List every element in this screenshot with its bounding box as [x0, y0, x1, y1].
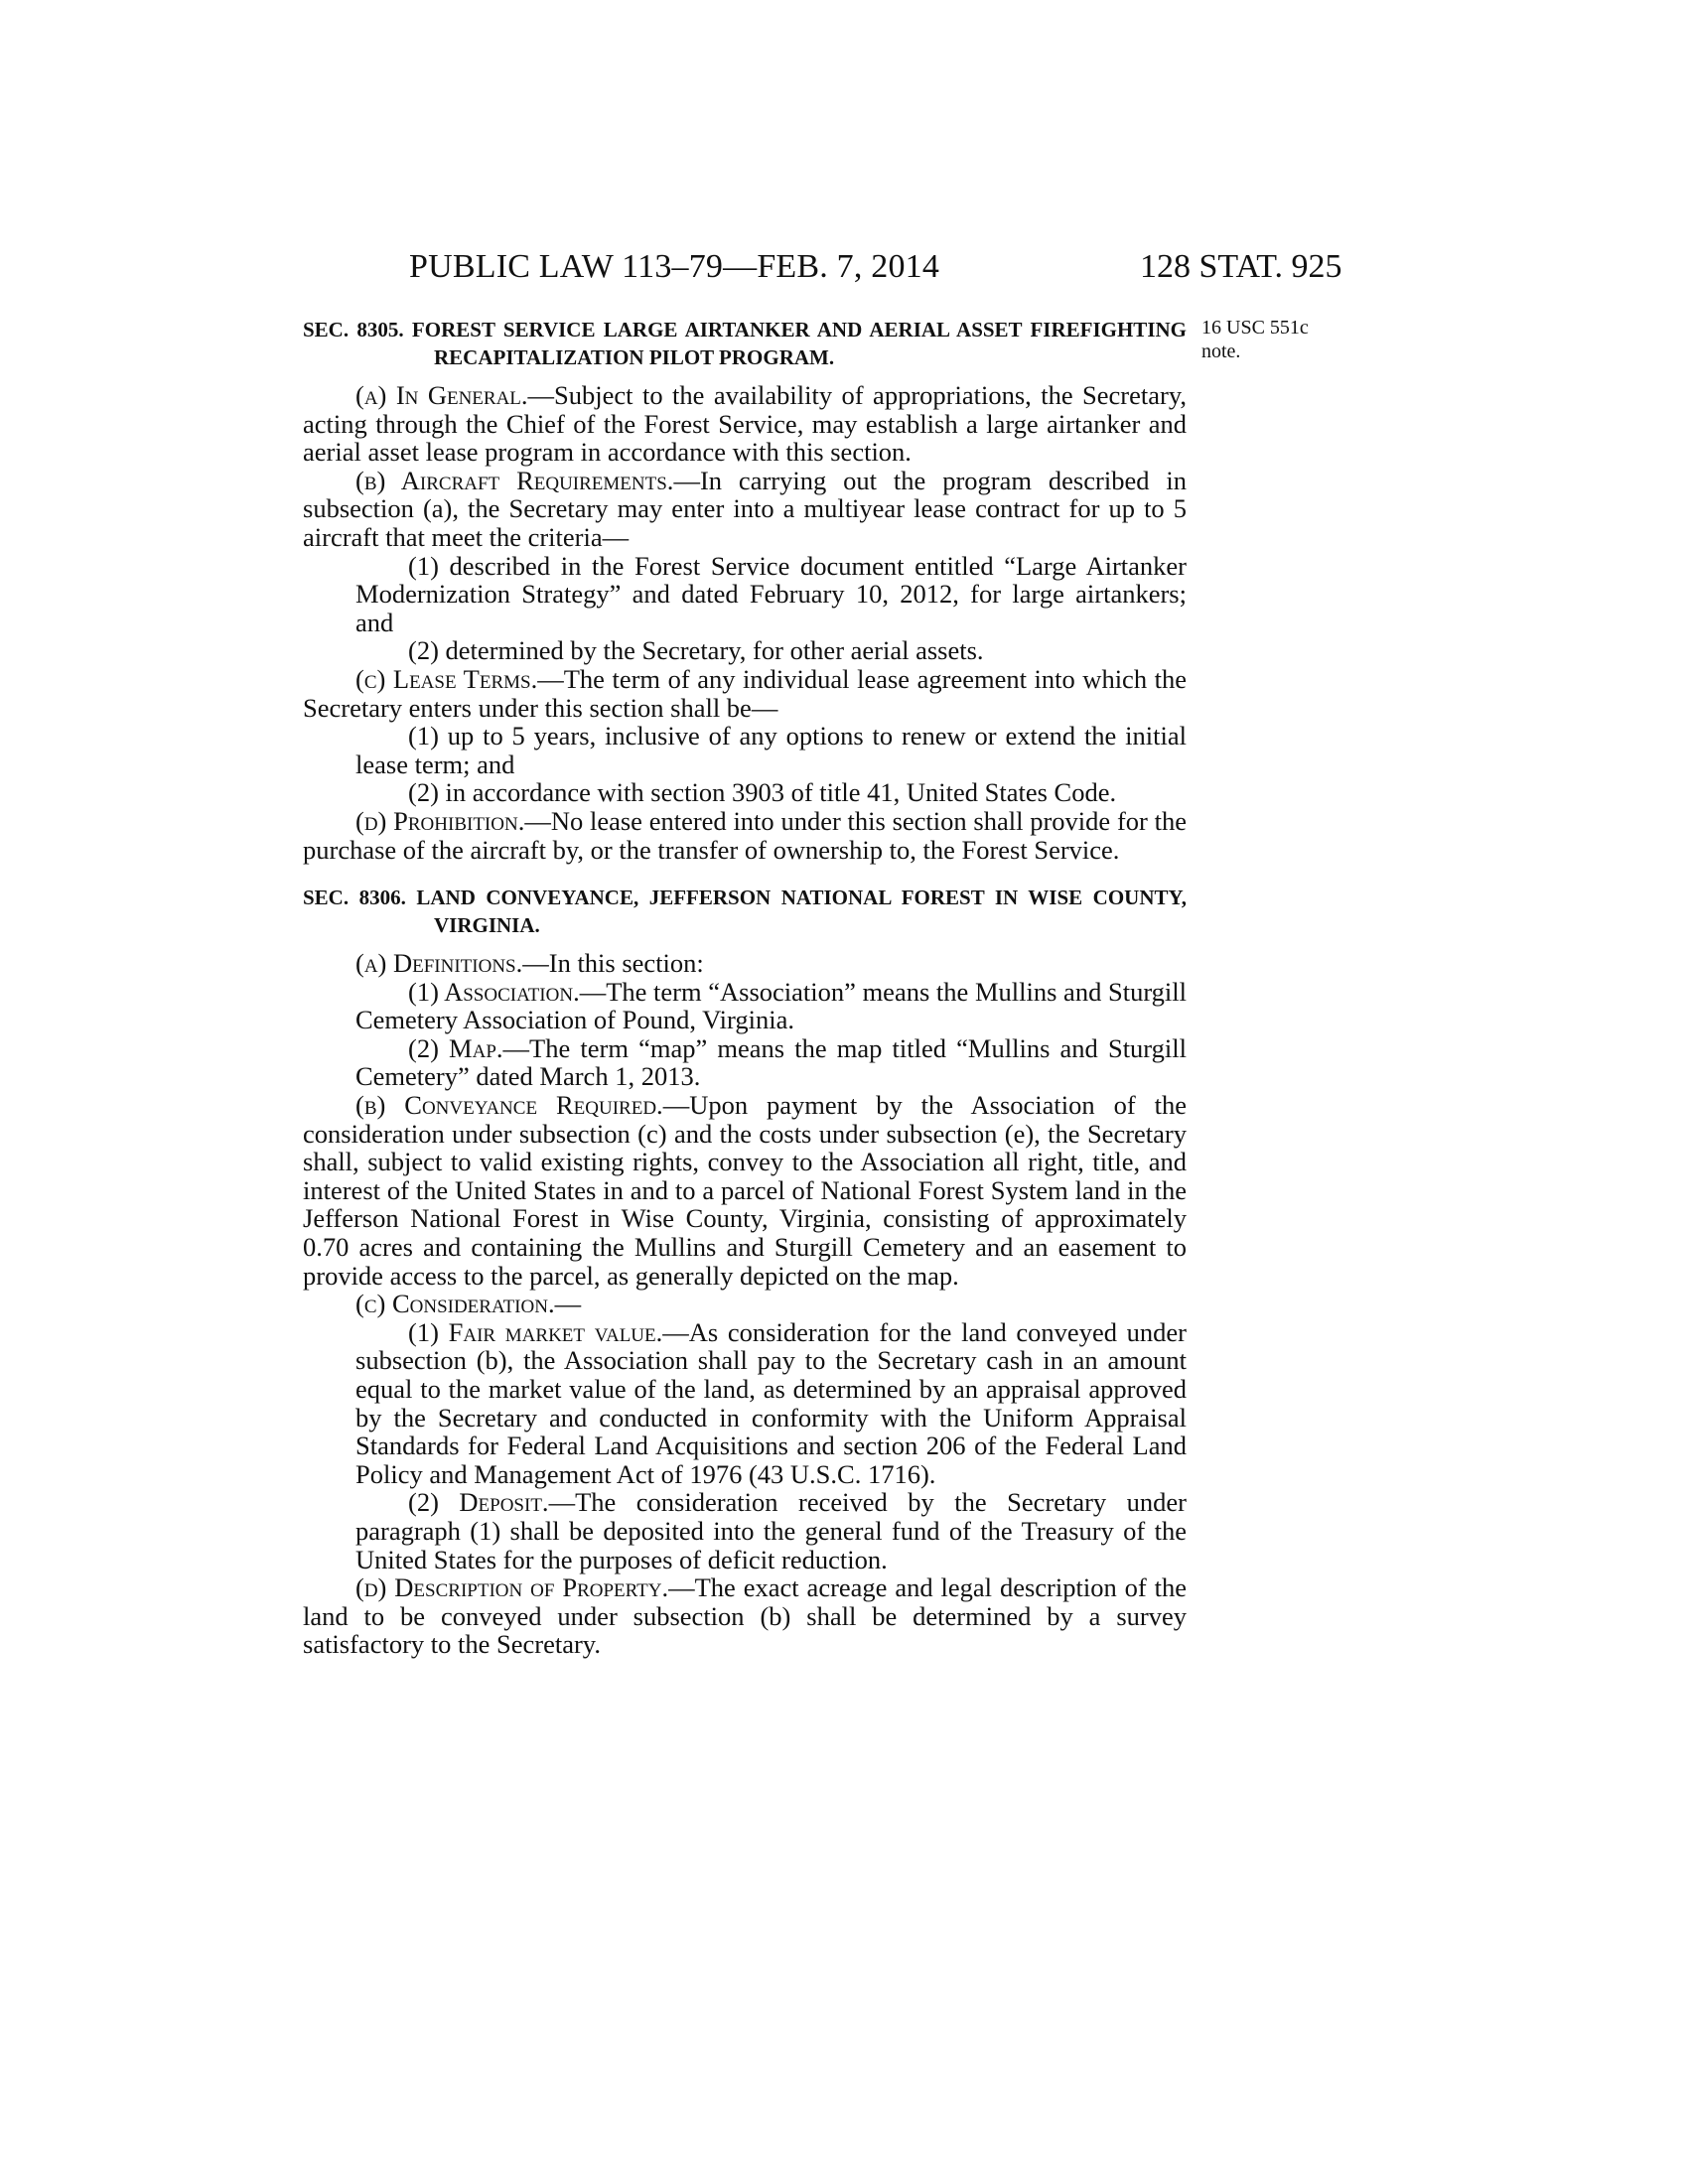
sec8306-subsection-a — [303, 949, 1187, 978]
margin-note-label: note. — [1201, 341, 1241, 362]
sec8306-paragraph-a1 — [303, 978, 1187, 1034]
sec8306-c1-heading: (1) Fair market value. — [408, 1316, 663, 1347]
sec8305-paragraph-c1: (1) up to 5 years, inclusive of any options to renew or extend the initial lease term; and — [355, 721, 1187, 779]
sec8306-paragraph-c2 — [303, 1488, 1187, 1573]
sec8305-d-heading: (d) Prohibition. — [355, 805, 525, 836]
section-8306-heading: SEC. 8306. LAND CONVEYANCE, JEFFERSON NATIONAL FOREST IN WISE COUNTY, VIRGINIA. — [303, 886, 1187, 938]
margin-note-cite: 16 USC 551c — [1201, 317, 1309, 339]
sec8306-a1-text: —The term “Association” means the Mullins and Sturgill Cemetery Association of Pound, Virginia. — [355, 976, 1187, 1035]
sec8306-subsection-b — [303, 1091, 1187, 1290]
section-8305-heading: SEC. 8305. FOREST SERVICE LARGE AIRTANKER AND AERIAL ASSET FIREFIGHTING RECAPITALIZATION PILOT PROGRAM. — [303, 318, 1187, 369]
sec8306-b-text: —Upon payment by the Association of the consideration under subsection (c) and the costs under subsection (e), the Secretary shall, subject to valid existing rights, convey to the Association all right, title, and interest of the United States in and to a parcel of National Forest System land in the Jefferson National Forest in Wise County, Virginia, consisting of approximately 0.70 acres and containing the Mullins and Sturgill Cemetery and an easement to provide access to the parcel, as generally depicted on the map. — [303, 1090, 1188, 1291]
sec8306-b-heading: (b) Conveyance Required. — [355, 1090, 663, 1121]
sec8305-b-text: —In carrying out the program described in subsection (a), the Secretary may enter into a multiyear lease contract for up to 5 aircraft that meet the criteria— — [303, 465, 1187, 552]
sec8306-c1-text: —As consideration for the land conveyed under subsection (b), the Association shall pay to the Secretary cash in an amount equal to the market value of the land, as determined by an appraisal approved by the Secretary and conducted in conformity with the Uniform Appraisal Standards for Federal Land Acquisitions and section 206 of the Federal Land Policy and Management Act of 1976 (43 U.S.C. 1716). — [355, 1316, 1187, 1489]
sec8306-c2-heading: (2) Deposit. — [408, 1487, 549, 1518]
sec8306-c-text: — — [554, 1289, 582, 1319]
sec8306-paragraph-c1 — [303, 1318, 1187, 1489]
sec8305-subsection-b — [303, 467, 1187, 552]
sec8305-paragraph-b2: (2) determined by the Secretary, for other aerial assets. — [408, 635, 984, 666]
page-header-title: PUBLIC LAW 113–79—FEB. 7, 2014 — [409, 248, 940, 285]
sec8305-c-heading: (c) Lease Terms. — [355, 663, 538, 694]
sec8305-a-text: —Subject to the availability of appropriations, the Secretary, acting through the Chief of the Forest Service, may establish a large airtanker and aerial asset lease program in accordance with this section. — [303, 380, 1187, 468]
sec8305-subsection-c — [303, 665, 1187, 722]
sec8306-d-heading: (d) Description of Property. — [355, 1572, 669, 1603]
sec8305-a-heading: (a) In General. — [355, 380, 528, 410]
sec8305-paragraph-c2: (2) in accordance with section 3903 of title 41, United States Code. — [408, 777, 1117, 808]
sec8306-c-heading: (c) Consideration. — [355, 1289, 555, 1319]
sec8306-a-heading: (a) Definitions. — [355, 948, 523, 979]
sec8306-paragraph-a2 — [303, 1034, 1187, 1091]
page-number: 128 STAT. 925 — [1140, 248, 1342, 285]
sec8306-subsection-c — [303, 1290, 1187, 1318]
sec8306-c2-text: —The consideration received by the Secretary under paragraph (1) shall be deposited into the general fund of the Treasury of the United States for the purposes of deficit reduction. — [355, 1487, 1187, 1574]
sec8306-d-text: —The exact acreage and legal description of the land to be conveyed under subsection (b) shall be determined by a survey satisfactory to the Secretary. — [303, 1572, 1187, 1660]
sec8306-a-text: —In this section: — [522, 948, 704, 979]
sec8305-paragraph-b1: (1) described in the Forest Service document entitled “Large Airtanker Modernization Strategy” and dated February 10, 2012, for large airtankers; and — [355, 550, 1187, 637]
sec8305-subsection-d — [303, 807, 1187, 864]
sec8306-a2-text: —The term “map” means the map titled “Mullins and Sturgill Cemetery” dated March 1, 2013. — [355, 1032, 1187, 1092]
document-body — [303, 316, 1187, 1659]
sec8306-subsection-d — [303, 1573, 1187, 1659]
sec8305-subsection-a — [303, 381, 1187, 467]
sec8305-d-text: —No lease entered into under this section shall provide for the purchase of the aircraft by, or the transfer of ownership to, the Forest Service. — [303, 805, 1187, 865]
sec8305-b-heading: (b) Aircraft Requirements. — [355, 465, 674, 495]
margin-note — [1201, 316, 1350, 363]
sec8306-a1-heading: (1) Association. — [408, 976, 580, 1007]
sec8306-a2-heading: (2) Map. — [408, 1032, 503, 1063]
sec8305-c-text: —The term of any individual lease agreement into which the Secretary enters under this section shall be— — [303, 663, 1187, 723]
